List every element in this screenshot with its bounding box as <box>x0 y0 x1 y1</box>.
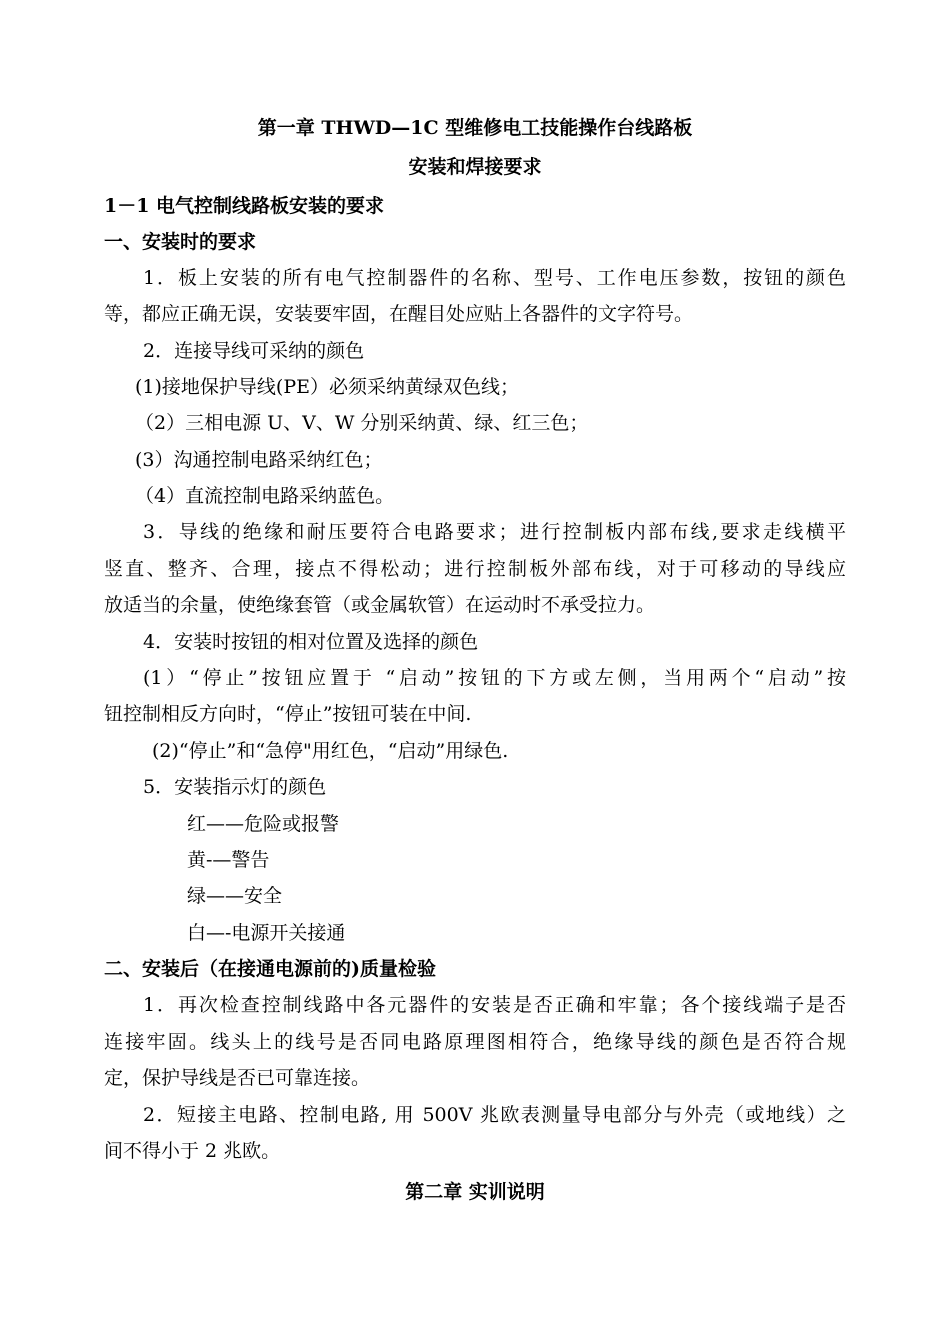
paragraph-line: 2．连接导线可采纳的颜色 <box>143 340 365 362</box>
list-item: 绿——安全 <box>187 885 283 907</box>
list-item: (2)“停止”和“急停"用红色，“启动”用绿色. <box>152 740 509 762</box>
paragraph-line: 钮控制相反方向时，“停止”按钮可装在中间. <box>104 703 472 725</box>
paragraph-line: 1．再次检查控制线路中各元器件的安装是否正确和牢靠；各个接线端子是否 <box>143 994 846 1016</box>
paragraph-line: 连接牢固。线头上的线号是否同电路原理图相符合，绝缘导线的颜色是否符合规 <box>104 1031 846 1053</box>
paragraph-line: 3．导线的绝缘和耐压要符合电路要求；进行控制板内部布线,要求走线横平 <box>143 521 846 543</box>
list-item: 黄-—警告 <box>187 849 270 871</box>
chapter-title: 第二章 实训说明 <box>405 1181 545 1203</box>
subsection-heading: 二、安装后（在接通电源前的)质量检验 <box>104 958 436 980</box>
paragraph-line: 1．板上安装的所有电气控制器件的名称、型号、工作电压参数，按钮的颜色 <box>143 267 846 289</box>
list-item: (3）沟通控制电路采纳红色； <box>135 449 383 471</box>
list-item: （4）直流控制电路采纳蓝色。 <box>135 485 395 507</box>
paragraph-line: 定，保护导线是否已可靠连接。 <box>104 1067 371 1089</box>
paragraph-line: 竖直、整齐、合理，接点不得松动；进行控制板外部布线，对于可移动的导线应 <box>104 558 846 580</box>
paragraph-line: 放适当的余量，使绝缘套管（或金属软管）在运动时不承受拉力。 <box>104 594 656 616</box>
chapter-title: 第一章 THWD—1C 型维修电工技能操作台线路板 <box>257 117 693 139</box>
subsection-heading: 一、安装时的要求 <box>104 231 257 253</box>
paragraph-line: 间不得小于 2 兆欧。 <box>104 1140 281 1162</box>
paragraph-line: 4．安装时按钮的相对位置及选择的颜色 <box>143 631 479 653</box>
paragraph-line: 2．短接主电路、控制电路, 用 500V 兆欧表测量导电部分与外壳（或地线）之 <box>143 1104 846 1126</box>
list-item: （2）三相电源 U、V、W 分别采纳黄、绿、红三色； <box>135 412 589 434</box>
list-item: (1）“停止”按钮应置于 “启动”按钮的下方或左侧，当用两个“启动”按 <box>143 667 846 689</box>
paragraph-line: 等，都应正确无误，安装要牢固，在醒目处应贴上各器件的文字符号。 <box>104 303 694 325</box>
chapter-subtitle: 安装和焊接要求 <box>408 156 542 178</box>
list-item: 红——危险或报警 <box>187 813 340 835</box>
list-item: (1)接地保护导线(PE）必须采纳黄绿双色线； <box>135 376 519 398</box>
section-heading: 1－1 电气控制线路板安装的要求 <box>104 195 385 217</box>
paragraph-line: 5．安装指示灯的颜色 <box>143 776 327 798</box>
list-item: 白—-电源开关接通 <box>187 922 346 944</box>
